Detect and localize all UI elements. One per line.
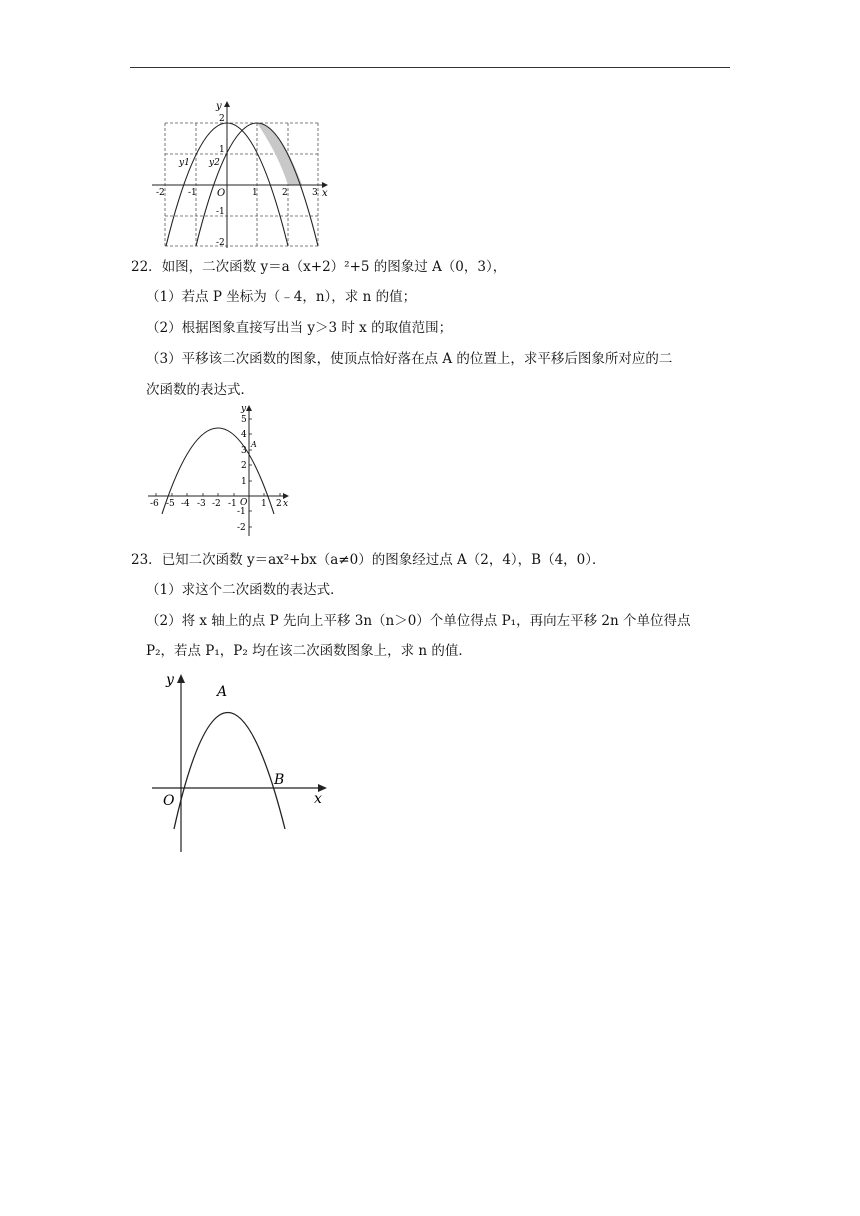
x-tick: 2 <box>282 188 288 198</box>
parabola-q23 <box>174 713 285 830</box>
origin-label: O <box>163 793 175 809</box>
x-axis-label: x <box>314 791 322 807</box>
q22-stem-text: 如图，二次函数 y＝a（x+2）²+5 的图象过 A（0，3）， <box>161 259 507 275</box>
x-tick: 1 <box>252 188 258 198</box>
figure-q21-graph <box>148 98 333 250</box>
q22-part2: （2）根据图象直接写出当 y＞3 时 x 的取值范围； <box>146 320 453 336</box>
point-a-label: A <box>217 684 228 700</box>
origin-label: O <box>217 188 226 199</box>
y-tick: 1 <box>241 477 247 487</box>
q23-part2-line1: （2）将 x 轴上的点 P 先向上平移 3n（n＞0）个单位得点 P₁，再向左平移 2n 个单位得点 <box>146 613 691 629</box>
figure-q23-graph <box>150 668 335 856</box>
figure-q22-graph <box>146 402 296 538</box>
q23-stem <box>131 550 606 570</box>
q23-stem-text: 已知二次函数 y＝ax²+bx（a≠0）的图象经过点 A（2，4），B（4，0）． <box>161 552 606 568</box>
x-tick: 1 <box>261 499 267 509</box>
q23-number: 23． <box>131 552 162 568</box>
y-tick: -2 <box>216 238 225 248</box>
y-tick: 3 <box>241 446 247 456</box>
y-tick: 1 <box>219 145 225 155</box>
y-tick: 2 <box>219 114 225 124</box>
y-axis-label: y <box>216 101 222 112</box>
curve-label-y1: y1 <box>179 158 190 168</box>
y-axis-label: y <box>241 404 247 414</box>
q22-part1: （1）若点 P 坐标为（﹣4，n），求 n 的值； <box>146 289 417 305</box>
x-axis-label: x <box>283 499 289 509</box>
y-axis-label: y <box>166 672 174 688</box>
x-axis-label: x <box>322 188 328 199</box>
y-tick: -1 <box>237 507 246 517</box>
q22-part3-line2: 次函数的表达式． <box>146 382 254 398</box>
x-tick: -2 <box>156 188 165 198</box>
y-tick: -2 <box>237 523 246 533</box>
x-tick: -1 <box>188 188 197 198</box>
point-b-label: B <box>274 772 285 788</box>
x-tick: -5 <box>166 499 175 509</box>
q23-part1: （1）求这个二次函数的表达式． <box>146 582 344 598</box>
q22-part3-line1: （3）平移该二次函数的图象，使顶点恰好落在点 A 的位置上，求平移后图象所对应的二 <box>146 351 673 367</box>
header-rule <box>130 67 730 68</box>
curve-label-y2: y2 <box>209 158 220 168</box>
x-tick: -3 <box>197 499 206 509</box>
point-a-label: A <box>251 440 257 449</box>
q23-part2-line2: P₂，若点 P₁，P₂ 均在该二次函数图象上，求 n 的值． <box>146 643 472 659</box>
x-tick: -1 <box>228 499 237 509</box>
x-tick: -4 <box>181 499 190 509</box>
y-tick: 5 <box>241 415 247 425</box>
y-tick: 2 <box>241 461 247 471</box>
x-tick: 3 <box>312 188 318 198</box>
q22-number: 22． <box>131 259 162 275</box>
x-tick: -2 <box>212 499 221 509</box>
x-tick: -6 <box>150 499 159 509</box>
q22-stem <box>131 257 506 277</box>
x-tick: 2 <box>276 499 282 509</box>
y-tick: 4 <box>241 430 247 440</box>
y-tick: -1 <box>216 207 225 217</box>
origin-label: O <box>240 498 248 508</box>
